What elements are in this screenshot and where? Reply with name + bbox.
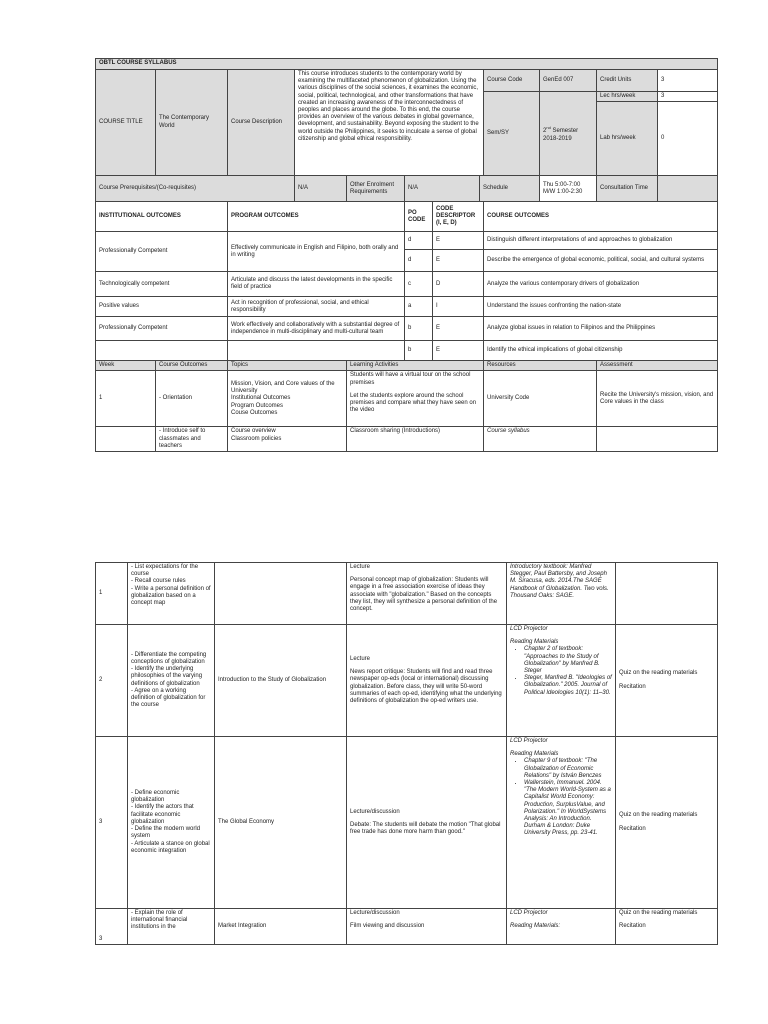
assessment-item: Quiz on the reading materials [619,910,698,916]
week-assessment-empty [597,427,718,452]
week-header: Week [96,361,156,371]
institutional-outcomes-header: INSTITUTIONAL OUTCOMES [96,202,228,232]
week-number: 1 [96,563,128,625]
week-number: 3 [96,909,128,945]
week-course-outcome [128,909,215,945]
course-code-label: Course Code [484,70,540,92]
outcome-line: - Identify the actors that facilitate economic globalization [131,804,194,825]
week-topics [228,371,347,427]
institutional-outcome: Professionally Competent [96,317,228,341]
lec-hrs-label: Lec hrs/week [597,92,658,102]
course-outcome: Describe the emergence of global economic, political, social, and cultural systems [484,250,718,272]
topic-item: Couse Outcomes [231,409,278,416]
course-title-value: The Contemporary World [156,70,228,176]
semester-suffix: nd [546,125,551,131]
learning-activity: Lecture/discussion [350,910,400,916]
schedule-label: Schedule [480,176,540,202]
institutional-outcome: Positive values [96,297,228,317]
assessment-item: Recitation [619,825,646,832]
resource-item: • Wallerstein, Immanuel. 2004. "The Modern World-System as a Capitalist World Economy: Production, SurplusValue, and Polarization." In WorldSystems Analysis: An Introduction. Durham & London: Duke University Press, pp. 23-41. [524,780,612,838]
outcome-line: - Agree on a working definition of globalization for the course [131,687,206,709]
outcome-line: - Define economic globalization [131,790,180,804]
assessment-item: Quiz on the reading materials [619,812,698,819]
learning-activity: Lecture [350,655,371,662]
learning-activity: Students will have a virtual tour on the school premises [350,372,471,386]
week-number: 3 [96,737,128,909]
week-learning-activities [347,563,507,625]
resource-item: • Chapter 2 of textbook: "Approaches to the Study of Globalization" by Manfred B. Steger [524,646,612,675]
outcome-line: - Identify the underlying philosophies of the varying definitions of globalization [131,666,203,687]
outcome-line: - Define the modern world system [131,826,201,840]
resource-item: • Steger, Manfred B. "Ideologies of Globalization." 2005. Journal of Political Ideologies 10(1): 11–30. [524,675,612,697]
course-outcome: Analyze global issues in relation to Filipinos and the Philippines [484,317,718,341]
program-outcome: Effectively communicate in English and Filipino, both orally and in writing [228,232,405,272]
syllabus-table-page2 [95,562,718,945]
course-outcomes-col-header: Course Outcomes [156,361,228,371]
credit-units-value: 3 [658,70,718,92]
consultation-time-value [658,176,718,202]
consultation-time-label: Consultation Time [597,176,658,202]
code-descriptor: E [433,341,484,361]
outcome-line: - Differentiate the competing conceptions of globalization [131,651,207,665]
lab-hrs-label: Lab hrs/week [597,102,658,176]
resource-heading: LCD Projector [510,910,548,916]
course-description-text: This course introduces students to the contemporary world by examining the multifaceted phenomenon of globalization. Using the various disciplines of the social sciences, it examines the economic, social, political, technological, and other transformations that have created an increasing awareness of the interconnectedness of peoples and places around the globe. To this end, the course provides an overview of the various debates in global governance, development, and sustainability. Beyond exposing the student to the world outside the Philippines, it seeks to inculcate a sense of global citizenship and global ethical responsibility. [295,70,484,176]
code-descriptor: D [433,272,484,297]
po-code: b [405,317,433,341]
po-code: d [405,232,433,250]
outcome-line: - List expectations for the course [131,564,199,578]
program-outcomes-header: PROGRAM OUTCOMES [228,202,405,232]
week-number-empty [96,427,156,452]
week-learning-activities [347,625,507,737]
po-code: d [405,250,433,272]
program-outcome-empty [228,341,405,361]
institutional-outcome-empty [96,341,228,361]
resource-item: • Chapter 9 of textbook: "The Globalization of Economic Relations" by István Benczes [524,758,612,780]
week-assessment [616,737,718,909]
resource-heading: LCD Projector [510,626,548,632]
prerequisites-label: Course Prerequisites/(Co-requisites) [96,176,295,202]
week-resources: Course syllabus [484,427,597,452]
sem-sy-label: Sem/SY [484,92,540,176]
week-assessment [616,909,718,945]
resource-subheading: Reading Materials [510,751,559,758]
program-outcome: Act in recognition of professional, social, and ethical responsibility [228,297,405,317]
other-requirements-label: Other Enrolment Requirements [347,176,405,202]
week-topics [228,427,347,452]
assessment-item: Recitation [619,683,646,690]
syllabus-table-page1 [95,58,718,452]
outcome-line: - Write a personal definition of globalization based on a concept map [131,585,211,607]
code-descriptor-header: CODE DESCRIPTOR (I, E, D) [433,202,484,232]
week-learning-activities [347,371,484,427]
assessment-header: Assessment [597,361,718,371]
week-assessment [616,625,718,737]
week-course-outcome [128,737,215,909]
week-assessment: Recite the University's mission, vision, and Core values in the class [597,371,718,427]
resource-list [510,646,612,696]
week-learning-activities [347,909,507,945]
week-topic: Introduction to the Study of Globalization [215,625,347,737]
topics-header: Topics [228,361,347,371]
topic-item: Classroom policies [231,435,282,442]
outcome-line: - Recall course rules [131,578,186,585]
course-outcome: Understand the issues confronting the nation-state [484,297,718,317]
outcome-line: - Articulate a stance on global economic integration [131,840,210,854]
learning-activity: News report critique: Students will find and read three newspaper op-eds (local or international) discussing globalization. Before class, they will write 50-word summaries of each op-ed, identifying what the underlying definitions of globalization the op-ed writers use. [350,669,502,704]
course-outcome: Identify the ethical implications of global citizenship [484,341,718,361]
lab-hrs-value: 0 [658,102,718,176]
prerequisites-value: N/A [295,176,347,202]
week-topic: The Global Economy [215,737,347,909]
topic-item: Mission, Vision, and Core values of the University [231,380,335,395]
program-outcome: Work effectively and collaboratively with a substantial degree of independence in multi-disciplinary and multi-cultural team [228,317,405,341]
resource-list [510,758,612,837]
learning-activity: Lecture [350,564,371,570]
resource-subheading: Reading Materials [510,639,559,646]
credit-units-label: Credit Units [597,70,658,92]
course-code-value: GenEd 007 [540,70,597,92]
syllabus-title: OBTL COURSE SYLLABUS [96,59,718,70]
week-course-outcome [128,563,215,625]
week-resources [507,737,616,909]
assessment-item: Quiz on the reading materials [619,670,698,677]
school-year: 2018-2019 [543,135,572,142]
learning-activities-header: Learning Activities [347,361,484,371]
course-title-label: COURSE TITLE [96,70,156,176]
learning-activity: Let the students explore around the school premises and compare what they have seen on the video [350,392,477,414]
course-outcomes-header: COURSE OUTCOMES [484,202,718,232]
resource-heading: LCD Projector [510,738,548,744]
course-description-label: Course Description [228,70,295,176]
code-descriptor: E [433,250,484,272]
program-outcome: Articulate and discuss the latest developments in the specific field of practice [228,272,405,297]
week-number: 1 [96,371,156,427]
learning-activity: Debate: The students will debate the motion "That global free trade has done more harm than good." [350,821,501,836]
code-descriptor: E [433,317,484,341]
po-code-header: PO CODE [405,202,433,232]
week-resources: University Code [484,371,597,427]
lec-hrs-value: 3 [658,92,718,102]
institutional-outcome: Technologically competent [96,272,228,297]
week-resources: Introductory textbook: Manfred Stegger, Paul Battersby, and Joseph M. Siracusa, eds. 2014.The SAGE Handbook of Globalization. Two vols. Thousand Oaks: SAGE. [507,563,616,625]
week-number: 2 [96,625,128,737]
institutional-outcome: Professionally Competent [96,232,228,272]
schedule-value [540,176,597,202]
week-course-outcome [156,427,228,452]
sem-sy-value [540,92,597,176]
week-resources [507,625,616,737]
schedule-line-1: Thu 5:00-7:00 [543,181,581,188]
week-resources [507,909,616,945]
learning-activity: Personal concept map of globalization: Students will engage in a free association exercise of ideas they associate with "globalization." Based on the concepts they list, they will synthesize a personal definition of the concept. [350,577,498,613]
learning-activity: Film viewing and discussion [350,923,425,930]
code-descriptor: E [433,232,484,250]
week-topic-empty [215,563,347,625]
week-learning-activities [347,737,507,909]
other-requirements-value: N/A [405,176,480,202]
resources-header: Resources [484,361,597,371]
week-assessment-empty [616,563,718,625]
learning-activity: Lecture/discussion [350,808,400,815]
week-topic: Market Integration [215,909,347,945]
course-outcome: Analyze the various contemporary drivers of globalization [484,272,718,297]
topic-item: Institutional Outcomes [231,395,291,402]
outcome-line: - Explain the role of international financial institutions in the [131,910,188,931]
week-course-outcome: - Orientation [156,371,228,427]
semester-number: 2 [543,128,547,135]
assessment-item: Recitation [619,923,646,930]
code-descriptor: I [433,297,484,317]
resource-subheading: Reading Materials: [510,923,561,930]
topic-item: Course overview [231,428,276,435]
week-course-outcome [128,625,215,737]
schedule-line-2: M/W 1:00-2:30 [543,188,583,195]
po-code: b [405,341,433,361]
outcome-line: - Introduce self to [159,428,206,435]
course-outcome: Distinguish different interpretations of and approaches to globalization [484,232,718,250]
outcome-line: classmates and teachers [159,435,201,449]
topic-item: Program Outcomes [231,402,284,409]
po-code: c [405,272,433,297]
po-code: a [405,297,433,317]
semester-word: Semester [550,128,579,135]
week-learning-activities: Classroom sharing (Introductions) [347,427,484,452]
